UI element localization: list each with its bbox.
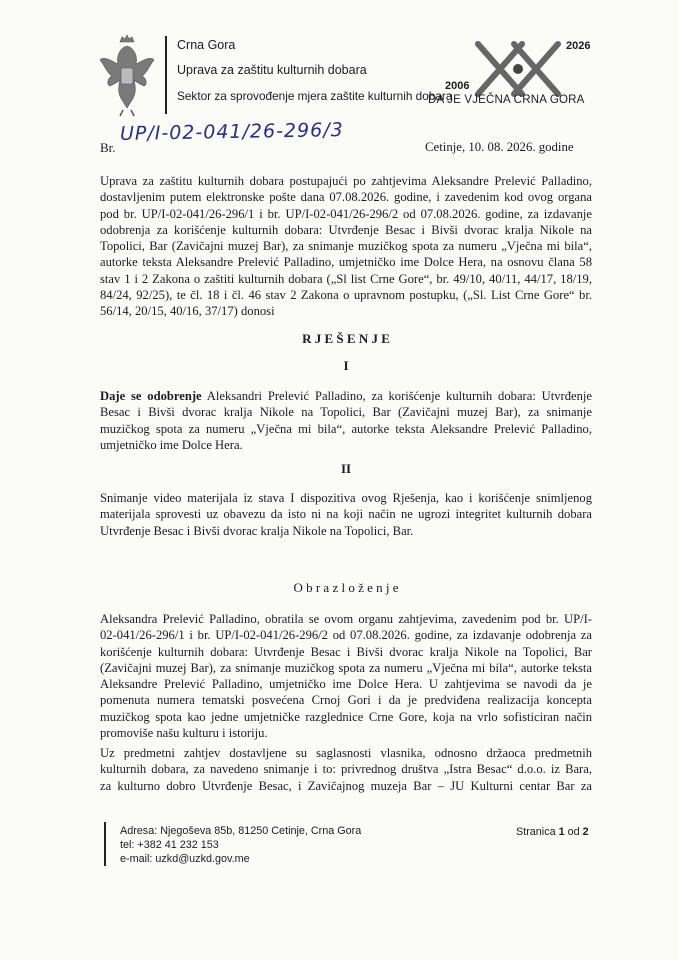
text-line: Snimanje video materijala iz stava I dispozitiva ovog Rješenja, kao i korišćenje snimljenog bbox=[100, 491, 592, 505]
footer-divider bbox=[104, 822, 106, 866]
text-line: stav 1 i 2 Zakona o zaštiti kulturnih dobara („Sl list Crne Gore“, br. 49/10, 40/11, 44/17, 18/19, bbox=[100, 271, 592, 286]
text-line: pod br. UP/I-02-041/26-296/1 i br. UP/I-02-041/26-296/2 od 07.08.2026. godine, za izdavanje bbox=[100, 206, 592, 221]
text-line: 02-041/26-296/1 i br. UP/I-02-041/26-296/2 od 07.08.2026. godine, za izdavanje odobrenja za bbox=[100, 628, 592, 643]
text-line: promoviše našu kulturu i istoriju. bbox=[100, 726, 268, 741]
handwritten-reference-number: UP/I-02-041/26-296/3 bbox=[119, 119, 344, 145]
footer-email: e-mail: uzkd@uzkd.gov.me bbox=[120, 853, 250, 865]
text-line: dostavljenim putem elektronske pošte dana 07.08.2026. godine, i zavedenim kod ovog organa bbox=[100, 190, 592, 205]
header-divider bbox=[165, 36, 167, 114]
section-i-paragraph bbox=[100, 388, 592, 453]
text-line: pomenuta numera tematski posvećena Crnoj Gori i da je predviđena realizacija koncepta bbox=[100, 693, 592, 708]
decision-title: R J E Š E N J E bbox=[302, 331, 390, 346]
page-of: od bbox=[567, 826, 580, 838]
text-line: muzičkog spota za numeru „Vječna mi bila“, autorke teksta Aleksandre Prelević Palladino, bbox=[100, 421, 592, 436]
page-total: 2 bbox=[582, 826, 589, 838]
page-number bbox=[516, 826, 589, 838]
footer-address: Adresa: Njegoševa 85b, 81250 Cetinje, Crna Gora bbox=[120, 825, 362, 837]
footer-phone: tel: +382 41 232 153 bbox=[120, 839, 219, 851]
reasoning-paragraph bbox=[100, 611, 592, 741]
text-line: 84/24, 92/25), te čl. 18 i čl. 46 stav 2 Zakona o upravnom postupku, („Sl. List Crne Gore“ br. bbox=[100, 288, 592, 303]
country-name: Crna Gora bbox=[177, 38, 236, 52]
section-numeral-ii: II bbox=[340, 461, 352, 476]
text-line: Uprava za zaštitu kulturnih dobara postupajući po zahtjevima Aleksandre Prelević Palladino, bbox=[100, 174, 592, 188]
jubilee-motto: DA JE VJEČNA CRNA GORA bbox=[428, 94, 585, 106]
page-current: 1 bbox=[558, 826, 565, 838]
text-line: Utvrđenje Besac i Bivši dvorac kralja Nikole na Topolici, Bar. bbox=[100, 523, 414, 538]
jubilee-year-end: 2026 bbox=[566, 40, 591, 52]
text-line: Aleksandre Prelević Palladino, umjetničko ime Dolce Hera. U zahtjevima se navodi da je bbox=[100, 677, 592, 692]
text-line: za kulturno dobro Utvrđenje Besac, i Zavičajnog muzeja Bar – JU Kulturni centar Bar za bbox=[100, 778, 592, 793]
bold-lead: Daje se odobrenje bbox=[100, 389, 202, 403]
text-line: umjetničko ime Dolce Hera. bbox=[100, 437, 243, 452]
reasoning-title: O b r a z l o ž e n j e bbox=[293, 580, 399, 595]
text-line: materijala sprovesti uz obavezu da isto ni na koji način ne ugrozi integritet kulturnih dobara bbox=[100, 507, 592, 522]
jubilee-year-start: 2006 bbox=[445, 80, 470, 92]
text-line: Aleksandra Prelević Palladino, obratila se ovom organu zahtjevima, zavedenim pod br. UP/I- bbox=[100, 612, 592, 626]
authority-name: Uprava za zaštitu kulturnih dobara bbox=[177, 63, 367, 77]
text-line: kulturnih dobara, za navedeno snimanje i to: privrednog društva „Istra Besac“ d.o.o. iz Bara, bbox=[100, 762, 592, 777]
text-line: Topolici, Bar (Zavičajni muzej Bar), za snimanje muzičkog spota za numeru „Vječna mi bila“, bbox=[100, 239, 592, 254]
text-line: Uz predmetni zahtjev dostavljene su saglasnosti vlasnika, odnosno držaoca predmetnih bbox=[100, 746, 592, 760]
text-line: autorke teksta Aleksandre Prelević Palladino, umjetničko ime Dolce Hera, na osnovu člana 58 bbox=[100, 255, 592, 270]
text-fragment: Aleksandri Prelević Palladino, za korišćenje kulturnih dobara: Utvrđenje bbox=[201, 389, 592, 403]
section-numeral-i: I bbox=[343, 358, 349, 373]
page-prefix: Stranica bbox=[516, 826, 556, 838]
intro-paragraph bbox=[100, 173, 592, 320]
place-and-date: Cetinje, 10. 08. 2026. godine bbox=[425, 140, 574, 154]
consent-paragraph bbox=[100, 745, 592, 794]
coat-of-arms-emblem bbox=[96, 34, 158, 118]
text-line: (Zavičajni muzej Bar), za snimanje muzičkog spota za numeru „Vječna mi bila“, autorke teksta bbox=[100, 660, 592, 675]
section-ii-paragraph bbox=[100, 490, 592, 539]
text-line: Besac i Bivši dvorac kralja Nikole na Topolici, Bar (Zavičajni muzej Bar), za snimanje bbox=[100, 405, 592, 420]
reference-prefix: Br. bbox=[100, 140, 116, 155]
text-line: 56/14, 20/15, 40/16, 37/17) donosi bbox=[100, 304, 275, 319]
sector-name: Sektor za sprovođenje mjera zaštite kulturnih dobara bbox=[177, 89, 453, 103]
text-line bbox=[100, 388, 592, 404]
text-line: odobrenja za korišćenje kulturnih dobara: Utvrđenje Besac i Bivši dvorac kralja Nikole na bbox=[100, 222, 592, 237]
text-line: korišćenje kulturnih dobara: Utvrđenje Besac i Bivši dvorac kralja Nikole na Topolici, Bar bbox=[100, 644, 592, 659]
text-line: muzičkog spota kao jedne umjetničke razglednice Crne Gore, koja na vrlo sofisticiran način bbox=[100, 709, 592, 724]
